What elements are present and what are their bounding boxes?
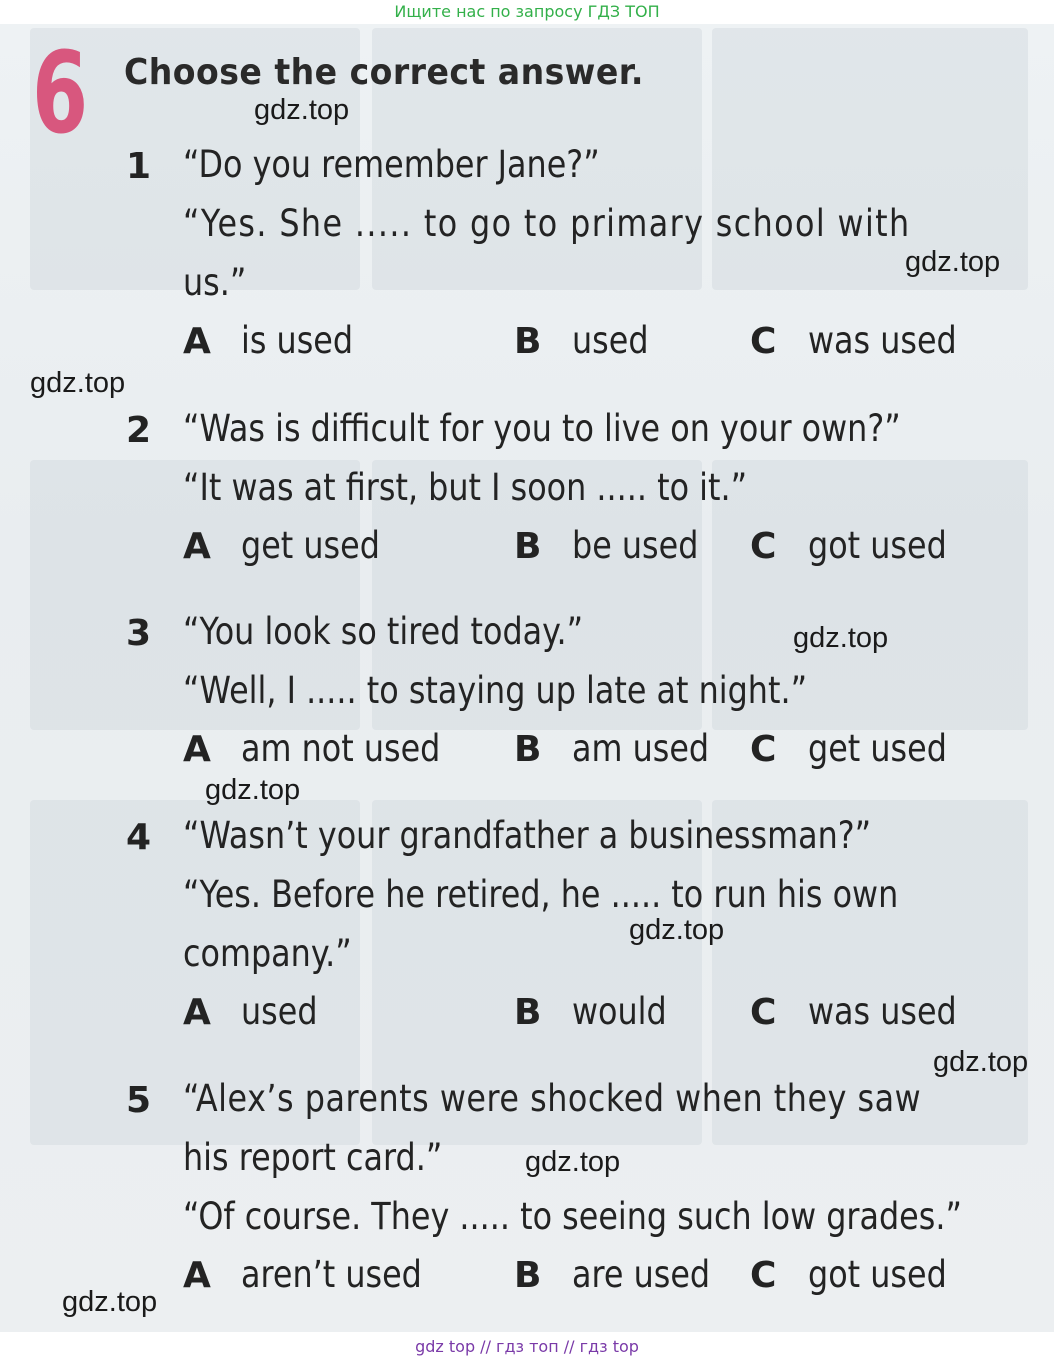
- option-text[interactable]: got used: [808, 1253, 947, 1296]
- option-letter: C: [750, 1255, 777, 1296]
- option-letter: B: [514, 1255, 542, 1296]
- option-letter: C: [750, 526, 777, 567]
- question-number: 3: [126, 613, 152, 654]
- question-line: “Yes. Before he retired, he ..... to run his own: [183, 873, 899, 916]
- question-line: us.”: [183, 261, 247, 304]
- option-text[interactable]: would: [572, 990, 667, 1033]
- option-letter: B: [514, 992, 542, 1033]
- question-number: 1: [126, 146, 152, 187]
- option-text[interactable]: used: [572, 319, 649, 362]
- question-line: “Of course. They ..... to seeing such low grades.”: [183, 1195, 962, 1238]
- option-letter: A: [183, 992, 211, 1033]
- question-line: his report card.”: [183, 1136, 443, 1179]
- watermark: gdz.top: [905, 246, 1001, 278]
- question-line: “Well, I ..... to staying up late at night.”: [183, 669, 808, 712]
- option-text[interactable]: get used: [808, 727, 947, 770]
- option-letter: C: [750, 729, 777, 770]
- question-number: 4: [126, 817, 152, 858]
- question-line: “Yes. She ..... to go to primary school with: [183, 202, 911, 245]
- option-letter: A: [183, 526, 211, 567]
- question-number: 2: [126, 410, 152, 451]
- watermark: gdz.top: [629, 914, 725, 946]
- option-text[interactable]: is used: [241, 319, 354, 362]
- watermark: gdz.top: [62, 1286, 158, 1318]
- question-line: “Alex’s parents were shocked when they saw: [183, 1077, 922, 1120]
- question-line: “Wasn’t your grandfather a businessman?”: [183, 814, 872, 857]
- watermark: gdz.top: [254, 94, 350, 126]
- question-line: “Do you remember Jane?”: [183, 143, 600, 186]
- option-letter: C: [750, 321, 777, 362]
- option-text[interactable]: be used: [572, 524, 699, 567]
- watermark: gdz.top: [793, 622, 889, 654]
- footer-banner[interactable]: gdz top // гдз топ // гдз top: [0, 1332, 1054, 1362]
- option-text[interactable]: get used: [241, 524, 380, 567]
- header-banner[interactable]: Ищите нас по запросу ГДЗ ТОП: [0, 0, 1054, 24]
- option-text[interactable]: am used: [572, 727, 710, 770]
- option-letter: B: [514, 526, 542, 567]
- option-text[interactable]: was used: [808, 990, 957, 1033]
- option-letter: B: [514, 729, 542, 770]
- option-text[interactable]: are used: [572, 1253, 711, 1296]
- option-text[interactable]: was used: [808, 319, 957, 362]
- option-text[interactable]: used: [241, 990, 318, 1033]
- exercise-number: 6: [32, 29, 89, 159]
- option-text[interactable]: aren’t used: [241, 1253, 422, 1296]
- option-text[interactable]: am not used: [241, 727, 441, 770]
- option-letter: A: [183, 1255, 211, 1296]
- question-line: “You look so tired today.”: [183, 610, 584, 653]
- question-number: 5: [126, 1080, 152, 1121]
- exercise-title: Choose the correct answer.: [124, 52, 644, 93]
- watermark: gdz.top: [933, 1046, 1029, 1078]
- question-line: company.”: [183, 932, 352, 975]
- watermark: gdz.top: [30, 367, 126, 399]
- option-letter: C: [750, 992, 777, 1033]
- question-line: “It was at first, but I soon ..... to it.”: [183, 466, 748, 509]
- option-letter: A: [183, 321, 211, 362]
- watermark: gdz.top: [525, 1146, 621, 1178]
- option-text[interactable]: got used: [808, 524, 947, 567]
- watermark: gdz.top: [205, 774, 301, 806]
- option-letter: A: [183, 729, 211, 770]
- option-letter: B: [514, 321, 542, 362]
- question-line: “Was is difficult for you to live on your own?”: [183, 407, 901, 450]
